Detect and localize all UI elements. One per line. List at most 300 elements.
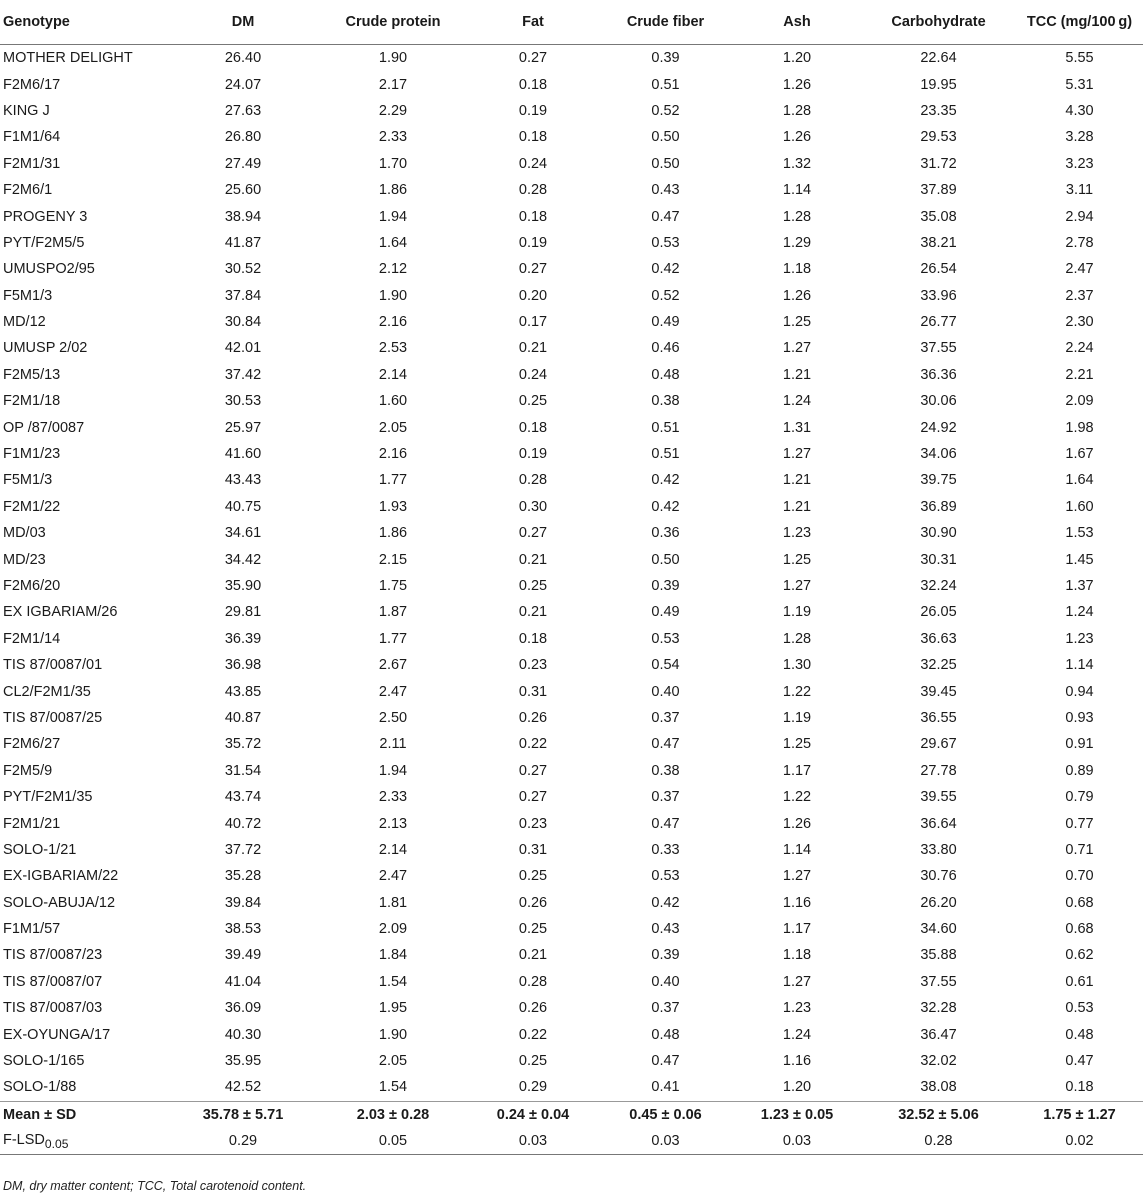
cell-ash: 1.18 [782,947,812,964]
cell-genotype: F2M6/27 [3,736,61,753]
cell-crude-fiber: 0.54 [651,657,680,674]
cell-carbohydrate: 26.05 [920,604,957,621]
cell-crude-protein: 2.53 [378,340,408,357]
table-row [0,916,1143,942]
cell-crude-fiber: 0.53 [651,630,680,647]
cell-dm: 30.53 [224,393,262,410]
cell-fat: 0.25 [518,868,548,885]
cell-fat: 0.27 [518,525,548,542]
cell-ash: 1.17 [782,762,812,779]
table-footnote: DM, dry matter content; TCC, Total carotenoid content. [3,1179,307,1193]
cell-genotype: EX IGBARIAM/26 [3,604,118,621]
cell-dm: 31.54 [224,762,262,779]
cell-crude-fiber: 0.52 [651,102,680,119]
cell-dm: 40.75 [224,498,262,515]
table-row [0,1074,1143,1101]
cell-fat: 0.20 [518,287,548,304]
cell-crude-protein: 2.14 [378,366,408,383]
cell-carbohydrate: 39.45 [920,683,957,700]
cell-carbohydrate: 36.36 [920,366,957,383]
cell-carbohydrate: 31.72 [920,155,957,172]
cell-ash: 1.27 [782,578,812,594]
cell-ash: 1.21 [782,498,812,515]
cell-genotype: PYT/F2M5/5 [3,234,85,251]
cell-dm: 36.09 [224,1000,262,1017]
cell-tcc: 1.60 [1065,498,1094,515]
cell-fat: 0.28 [518,182,548,199]
cell-fat: 0.21 [518,947,548,964]
cell-genotype: CL2/F2M1/35 [3,683,91,700]
lsd-crude-fiber: 0.03 [598,1128,733,1155]
cell-ash: 1.28 [782,630,812,647]
table-row [0,573,1143,599]
cell-tcc: 0.61 [1065,973,1094,990]
cell-dm: 41.04 [224,973,262,990]
cell-dm: 39.49 [224,947,262,964]
cell-dm: 40.72 [224,815,262,832]
cell-dm: 25.97 [224,419,262,436]
cell-fat: 0.19 [518,234,548,251]
cell-fat: 0.28 [518,472,548,489]
cell-ash: 1.19 [782,709,812,726]
cell-crude-fiber: 0.39 [651,50,680,67]
cell-fat: 0.26 [518,709,548,726]
cell-fat: 0.27 [518,261,548,278]
cell-dm: 38.53 [224,921,262,938]
cell-genotype: F2M6/17 [3,76,61,93]
cell-crude-protein: 2.47 [378,683,408,700]
cell-carbohydrate: 30.31 [920,551,957,568]
table-row [0,45,1143,72]
cell-crude-fiber: 0.50 [651,129,680,146]
cell-tcc: 0.53 [1065,1000,1094,1017]
cell-dm: 40.87 [224,709,262,726]
cell-tcc: 2.47 [1065,261,1094,278]
cell-ash: 1.20 [782,1079,812,1096]
cell-genotype: F2M5/9 [3,762,53,779]
cell-tcc: 1.98 [1065,419,1094,436]
header-fat: Fat [468,0,598,45]
table-row [0,995,1143,1021]
cell-ash: 1.27 [782,973,812,990]
cell-genotype: TIS 87/0087/23 [3,947,103,964]
cell-crude-protein: 2.50 [378,709,408,726]
lsd-tcc: 0.02 [1016,1128,1143,1155]
cell-ash: 1.31 [782,419,812,436]
table-row [0,705,1143,731]
cell-crude-fiber: 0.49 [651,314,680,331]
cell-crude-fiber: 0.43 [651,182,680,199]
cell-tcc: 2.30 [1065,314,1094,331]
cell-carbohydrate: 34.60 [920,921,957,938]
cell-genotype: UMUSP 2/02 [3,340,88,357]
cell-tcc: 1.45 [1065,551,1094,568]
cell-carbohydrate: 26.20 [920,894,957,911]
cell-crude-protein: 2.12 [378,261,408,278]
cell-dm: 35.95 [224,1053,262,1070]
cell-carbohydrate: 22.64 [920,50,957,67]
cell-carbohydrate: 29.53 [920,129,957,146]
cell-crude-protein: 1.90 [378,50,408,67]
cell-carbohydrate: 30.06 [920,393,957,410]
cell-fat: 0.31 [518,841,548,858]
cell-ash: 1.24 [782,393,812,410]
cell-ash: 1.22 [782,683,812,700]
cell-crude-fiber: 0.41 [651,1079,680,1096]
cell-genotype: F2M1/31 [3,155,61,172]
cell-crude-fiber: 0.37 [651,1000,680,1017]
cell-ash: 1.25 [782,314,812,331]
cell-carbohydrate: 32.24 [920,578,957,594]
cell-carbohydrate: 26.54 [920,261,957,278]
cell-carbohydrate: 35.88 [920,947,957,964]
lsd-ash: 0.03 [733,1128,861,1155]
cell-tcc: 2.24 [1065,340,1094,357]
cell-ash: 1.28 [782,208,812,225]
cell-dm: 37.42 [224,366,262,383]
cell-tcc: 0.94 [1065,683,1094,700]
cell-crude-fiber: 0.36 [651,525,680,542]
cell-ash: 1.28 [782,102,812,119]
cell-ash: 1.19 [782,604,812,621]
cell-fat: 0.30 [518,498,548,515]
cell-carbohydrate: 39.55 [920,789,957,806]
lsd-label-main: F-LSD [3,1131,45,1148]
cell-ash: 1.16 [782,1053,812,1070]
cell-crude-fiber: 0.52 [651,287,680,304]
header-dm: DM [168,0,318,45]
cell-genotype: EX-IGBARIAM/22 [3,868,119,885]
cell-tcc: 0.77 [1065,815,1094,832]
cell-tcc: 0.89 [1065,762,1094,779]
cell-crude-protein: 1.84 [378,947,408,964]
cell-crude-fiber: 0.47 [651,815,680,832]
table-row [0,467,1143,493]
cell-fat: 0.18 [518,630,548,647]
table-row [0,124,1143,150]
cell-genotype: OP /87/0087 [3,419,85,436]
cell-carbohydrate: 36.47 [920,1026,957,1043]
cell-crude-fiber: 0.42 [651,498,680,515]
cell-dm: 26.40 [224,50,262,67]
cell-tcc: 0.18 [1065,1079,1094,1096]
cell-crude-protein: 1.87 [378,604,408,621]
cell-crude-fiber: 0.42 [651,472,680,489]
cell-tcc: 1.23 [1065,630,1094,647]
cell-ash: 1.14 [782,841,812,858]
header-crude-fiber: Crude fiber [598,0,733,45]
cell-crude-protein: 2.13 [378,815,408,832]
cell-tcc: 1.64 [1065,472,1094,489]
cell-crude-fiber: 0.39 [651,578,680,594]
cell-crude-fiber: 0.37 [651,789,680,806]
cell-fat: 0.28 [518,973,548,990]
cell-genotype: F2M6/1 [3,182,53,199]
cell-dm: 34.42 [224,551,262,568]
cell-fat: 0.24 [518,366,548,383]
cell-fat: 0.19 [518,102,548,119]
table-row [0,890,1143,916]
cell-genotype: SOLO-ABUJA/12 [3,894,116,911]
cell-genotype: PROGENY 3 [3,208,88,225]
mean-carbohydrate: 32.52 ± 5.06 [861,1101,1016,1128]
cell-dm: 43.74 [224,789,262,806]
lsd-crude-protein: 0.05 [318,1128,468,1155]
cell-genotype: MOTHER DELIGHT [3,50,133,67]
cell-tcc: 1.67 [1065,446,1094,463]
cell-dm: 40.30 [224,1026,262,1043]
cell-carbohydrate: 39.75 [920,472,957,489]
cell-carbohydrate: 32.28 [920,1000,957,1017]
table-row [0,309,1143,335]
cell-genotype: SOLO-1/21 [3,841,77,858]
cell-ash: 1.27 [782,446,812,463]
cell-ash: 1.22 [782,789,812,806]
cell-crude-protein: 2.15 [378,551,408,568]
cell-carbohydrate: 27.78 [920,762,957,779]
cell-genotype: F5M1/3 [3,472,53,489]
header-genotype: Genotype [0,0,168,45]
table-row [0,1048,1143,1074]
cell-crude-protein: 1.81 [378,894,408,911]
cell-fat: 0.27 [518,50,548,67]
cell-tcc: 1.24 [1065,604,1094,621]
cell-fat: 0.26 [518,894,548,911]
cell-crude-protein: 1.95 [378,1000,408,1017]
cell-carbohydrate: 36.89 [920,498,957,515]
table-row [0,335,1143,361]
cell-fat: 0.17 [518,314,548,331]
cell-crude-fiber: 0.47 [651,736,680,753]
cell-crude-protein: 1.94 [378,208,408,225]
cell-crude-protein: 2.29 [378,102,408,119]
table-row [0,652,1143,678]
table-row [0,151,1143,177]
cell-tcc: 5.31 [1065,76,1094,93]
cell-dm: 35.72 [224,736,262,753]
cell-genotype: F1M1/23 [3,446,61,463]
cell-fat: 0.25 [518,1053,548,1070]
cell-carbohydrate: 38.08 [920,1079,957,1096]
cell-crude-fiber: 0.37 [651,709,680,726]
cell-tcc: 0.79 [1065,789,1094,806]
cell-crude-protein: 2.05 [378,419,408,436]
cell-crude-protein: 1.70 [378,155,408,172]
cell-fat: 0.31 [518,683,548,700]
cell-fat: 0.27 [518,762,548,779]
cell-genotype: SOLO-1/165 [3,1053,85,1070]
cell-tcc: 3.23 [1065,155,1094,172]
cell-dm: 25.60 [224,182,262,199]
lsd-row [0,1128,1143,1155]
cell-ash: 1.25 [782,736,812,753]
cell-dm: 38.94 [224,208,262,225]
cell-crude-fiber: 0.40 [651,973,680,990]
mean-ash: 1.23 ± 0.05 [733,1101,861,1128]
cell-carbohydrate: 30.76 [920,868,957,885]
cell-dm: 30.84 [224,314,262,331]
table-row [0,414,1143,440]
table-row [0,837,1143,863]
cell-fat: 0.23 [518,815,548,832]
cell-crude-protein: 1.93 [378,498,408,515]
cell-dm: 29.81 [224,604,262,621]
cell-carbohydrate: 35.08 [920,208,957,225]
cell-dm: 34.61 [224,525,262,542]
lsd-fat: 0.03 [468,1128,598,1155]
table-row [0,678,1143,704]
cell-genotype: F2M5/13 [3,366,61,383]
cell-crude-protein: 1.86 [378,182,408,199]
cell-dm: 26.80 [224,129,262,146]
cell-crude-fiber: 0.51 [651,419,680,436]
cell-crude-fiber: 0.39 [651,947,680,964]
cell-carbohydrate: 30.90 [920,525,957,542]
table-row [0,758,1143,784]
cell-fat: 0.22 [518,736,548,753]
cell-crude-fiber: 0.43 [651,921,680,938]
cell-dm: 36.39 [224,630,262,647]
cell-genotype: F2M1/21 [3,815,61,832]
cell-crude-fiber: 0.53 [651,234,680,251]
cell-carbohydrate: 37.89 [920,182,957,199]
cell-fat: 0.21 [518,340,548,357]
cell-crude-protein: 1.60 [378,393,408,410]
mean-crude-protein: 2.03 ± 0.28 [318,1101,468,1128]
cell-ash: 1.14 [782,182,812,199]
cell-dm: 27.49 [224,155,262,172]
table-row [0,98,1143,124]
cell-genotype: MD/12 [3,314,46,331]
cell-dm: 35.28 [224,868,262,885]
cell-genotype: TIS 87/0087/07 [3,973,103,990]
cell-crude-fiber: 0.51 [651,446,680,463]
cell-fat: 0.18 [518,419,548,436]
header-tcc: TCC (mg/100 g) [1016,0,1143,45]
cell-carbohydrate: 23.35 [920,102,957,119]
cell-genotype: TIS 87/0087/25 [3,709,103,726]
cell-genotype: F5M1/3 [3,287,53,304]
cell-crude-fiber: 0.42 [651,261,680,278]
cell-ash: 1.17 [782,921,812,938]
cell-ash: 1.16 [782,894,812,911]
cell-tcc: 0.48 [1065,1026,1094,1043]
cell-crude-fiber: 0.49 [651,604,680,621]
cell-crude-protein: 1.54 [378,973,408,990]
cell-genotype: F2M1/14 [3,630,61,647]
mean-tcc: 1.75 ± 1.27 [1016,1101,1143,1128]
cell-tcc: 2.37 [1065,287,1094,304]
cell-tcc: 0.70 [1065,868,1094,885]
cell-dm: 36.98 [224,657,262,674]
cell-dm: 37.72 [224,841,262,858]
cell-genotype: MD/23 [3,551,46,568]
cell-tcc: 0.71 [1065,841,1094,858]
cell-carbohydrate: 33.80 [920,841,957,858]
table-row [0,256,1143,282]
cell-genotype: SOLO-1/88 [3,1079,77,1096]
cell-dm: 41.87 [224,234,262,251]
cell-crude-protein: 2.05 [378,1053,408,1070]
table-row [0,203,1143,229]
cell-fat: 0.25 [518,921,548,938]
cell-fat: 0.27 [518,789,548,806]
cell-genotype: F2M1/18 [3,393,61,410]
cell-carbohydrate: 37.55 [920,340,957,357]
cell-crude-protein: 1.94 [378,762,408,779]
table-row [0,520,1143,546]
cell-tcc: 4.30 [1065,102,1094,119]
cell-dm: 42.52 [224,1079,262,1096]
cell-tcc: 3.11 [1065,182,1094,199]
cell-crude-protein: 2.09 [378,921,408,938]
cell-crude-protein: 1.64 [378,234,408,251]
cell-tcc: 2.09 [1065,393,1094,410]
cell-dm: 41.60 [224,446,262,463]
cell-crude-protein: 1.90 [378,287,408,304]
cell-dm: 24.07 [224,76,262,93]
cell-tcc: 2.94 [1065,208,1094,225]
cell-fat: 0.19 [518,446,548,463]
table-row [0,494,1143,520]
table-row [0,388,1143,414]
cell-crude-fiber: 0.50 [651,551,680,568]
lsd-dm: 0.29 [168,1128,318,1155]
lsd-carbohydrate: 0.28 [861,1128,1016,1155]
table-row [0,283,1143,309]
table-row [0,810,1143,836]
cell-crude-protein: 2.11 [379,736,407,753]
cell-genotype: PYT/F2M1/35 [3,789,93,806]
cell-tcc: 1.37 [1065,578,1094,594]
cell-crude-protein: 2.14 [378,841,408,858]
cell-crude-protein: 1.77 [378,472,408,489]
cell-dm: 37.84 [224,287,262,304]
cell-genotype: F1M1/64 [3,129,61,146]
cell-carbohydrate: 26.77 [920,314,957,331]
cell-ash: 1.26 [782,76,812,93]
cell-ash: 1.30 [782,657,812,674]
cell-dm: 43.85 [224,683,262,700]
mean-dm: 35.78 ± 5.71 [168,1101,318,1128]
cell-crude-fiber: 0.33 [651,841,680,858]
cell-carbohydrate: 36.63 [920,630,957,647]
cell-crude-fiber: 0.38 [651,393,680,410]
cell-fat: 0.18 [518,76,548,93]
cell-fat: 0.24 [518,155,548,172]
cell-genotype: F1M1/57 [3,921,61,938]
cell-ash: 1.20 [782,50,812,67]
cell-ash: 1.21 [782,366,812,383]
cell-tcc: 0.93 [1065,709,1094,726]
cell-tcc: 3.28 [1065,129,1094,146]
cell-ash: 1.26 [782,129,812,146]
table-row [0,1021,1143,1047]
cell-fat: 0.21 [518,551,548,568]
cell-genotype: F2M6/20 [3,578,61,594]
cell-dm: 30.52 [224,261,262,278]
cell-fat: 0.22 [518,1026,548,1043]
cell-tcc: 1.53 [1065,525,1094,542]
cell-fat: 0.18 [518,208,548,225]
cell-crude-fiber: 0.50 [651,155,680,172]
cell-tcc: 5.55 [1065,50,1094,67]
cell-crude-fiber: 0.47 [651,1053,680,1070]
cell-carbohydrate: 29.67 [920,736,957,753]
cell-fat: 0.25 [518,393,548,410]
cell-tcc: 0.68 [1065,921,1094,938]
cell-crude-protein: 2.33 [378,129,408,146]
